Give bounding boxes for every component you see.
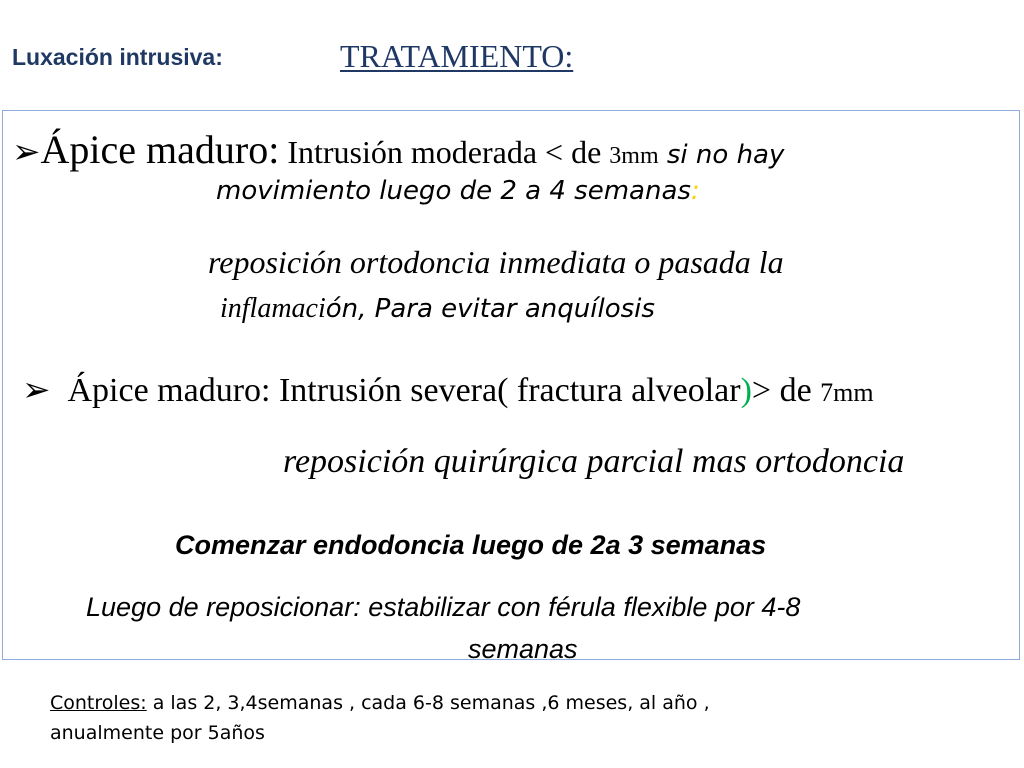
estabilizar-line1: Luego de reposicionar: estabilizar con férula flexible por 4-8 <box>86 592 801 622</box>
estabilizar-line2: semanas <box>468 634 578 664</box>
bullet-arrow-icon: ➢ <box>12 134 41 171</box>
bullet-item-2: ➢ Ápice maduro: Intrusión severa( fractura alveolar)> de 7mm <box>22 372 874 409</box>
bullet-arrow-icon: ➢ <box>22 372 51 409</box>
item1-treatment-line2: inflamación, Para evitar anquílosis <box>220 293 655 324</box>
controles-label: Controles: <box>50 692 147 714</box>
item1-treatment-line1: reposición ortodoncia inmediata o pasada la <box>208 244 784 280</box>
item2-treatment: reposición quirúrgica parcial mas ortodoncia <box>283 443 905 480</box>
item1-line2: movimiento luego de 2 a 4 semanas: <box>216 176 700 206</box>
slide-subtitle: Luxación intrusiva: <box>12 44 223 70</box>
item1-head: Ápice maduro <box>40 127 269 172</box>
bullet-item-1: ➢Ápice maduro: Intrusión moderada < de 3mm si no hay <box>12 127 785 172</box>
endodoncia-note: Comenzar endodoncia luego de 2a 3 semanas <box>175 530 767 560</box>
controles-note: Controles: a las 2, 3,4semanas , cada 6-8 semanas ,6 meses, al año , anualmente por 5años <box>50 692 710 744</box>
slide-title: TRATAMIENTO: <box>340 38 574 74</box>
